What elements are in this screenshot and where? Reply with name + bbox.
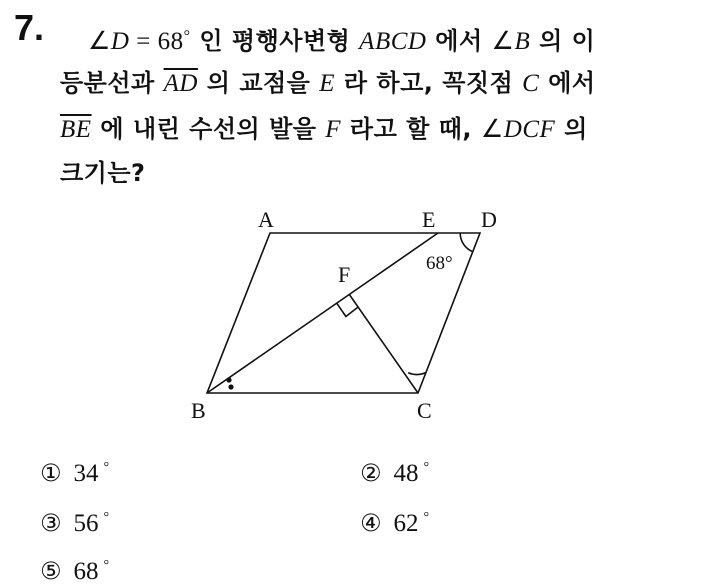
question-line-4: 크기는? <box>60 159 146 187</box>
question-line-1 <box>88 20 595 59</box>
bisector-be <box>207 233 438 393</box>
choice-1[interactable] <box>40 453 109 489</box>
choice-marker: ③ <box>40 509 62 537</box>
choice-3[interactable] <box>40 503 109 539</box>
angle-symbol: ∠ <box>480 116 504 143</box>
label-c: C <box>417 398 432 423</box>
choice-5[interactable] <box>40 551 109 587</box>
right-angle-mark <box>337 303 358 316</box>
choice-value: 62 <box>393 510 419 537</box>
text-segment: 의 이 <box>530 27 596 55</box>
text-segment: 인 평행사변형 <box>190 27 360 55</box>
parallelogram-figure <box>185 198 505 430</box>
text-segment: 라 하고, 꼭짓점 <box>335 69 523 97</box>
angle-symbol: ∠ <box>88 28 111 55</box>
var-f: F <box>325 116 342 143</box>
choice-value: 68 <box>73 558 99 585</box>
choice-2[interactable] <box>360 453 429 489</box>
text-segment: 의 <box>555 115 588 143</box>
text-segment: 라고 할 때, <box>341 115 481 143</box>
segment-ad: $\overline{AD}$ <box>163 70 198 97</box>
degree-sign: ° <box>103 460 110 475</box>
degree-sign: ° <box>423 510 430 525</box>
question-number: 7. <box>14 7 45 48</box>
choice-value: 34 <box>73 460 99 487</box>
degree-sign: ° <box>183 28 191 45</box>
angle-arc-c <box>408 373 426 375</box>
choice-marker: ④ <box>360 509 382 537</box>
choice-value: 56 <box>73 510 99 537</box>
text-segment: 의 교점을 <box>197 69 320 97</box>
equals-sign: = <box>129 28 158 55</box>
choice-marker: ② <box>360 459 382 487</box>
var-abcd: ABCD <box>359 28 427 55</box>
var-dcf: DCF <box>503 116 556 143</box>
angle-arc-d <box>460 233 473 252</box>
angle-label-68: 68° <box>426 253 453 274</box>
var-d: D <box>110 28 130 55</box>
angle-value: 68 <box>157 28 184 55</box>
choice-4[interactable] <box>360 503 429 539</box>
angle-symbol: ∠ <box>491 28 515 55</box>
degree-sign: ° <box>103 558 110 573</box>
question-line-3 <box>60 112 588 147</box>
perpendicular-cf <box>349 294 418 393</box>
segment-be: $\overline{BE}$ <box>60 116 92 143</box>
label-b: B <box>191 398 206 423</box>
question-line-2 <box>60 66 596 101</box>
text-segment: 에 내린 수선의 발을 <box>91 115 326 143</box>
label-a: A <box>258 207 274 232</box>
text-segment: 에서 <box>426 27 492 55</box>
var-c: C <box>522 70 540 97</box>
angle-mark-dot <box>228 384 233 389</box>
var-b: B <box>514 28 531 55</box>
text-segment: 등분선과 <box>60 69 164 97</box>
label-e: E <box>422 207 436 232</box>
text-segment: 에서 <box>539 69 596 97</box>
choice-marker: ⑤ <box>40 557 62 585</box>
degree-sign: ° <box>103 510 110 525</box>
degree-sign: ° <box>423 460 430 475</box>
label-f: F <box>338 262 351 287</box>
var-e: E <box>319 70 336 97</box>
choice-value: 48 <box>393 460 419 487</box>
angle-mark-dot <box>226 377 231 382</box>
label-d: D <box>481 207 497 232</box>
choice-marker: ① <box>40 459 62 487</box>
